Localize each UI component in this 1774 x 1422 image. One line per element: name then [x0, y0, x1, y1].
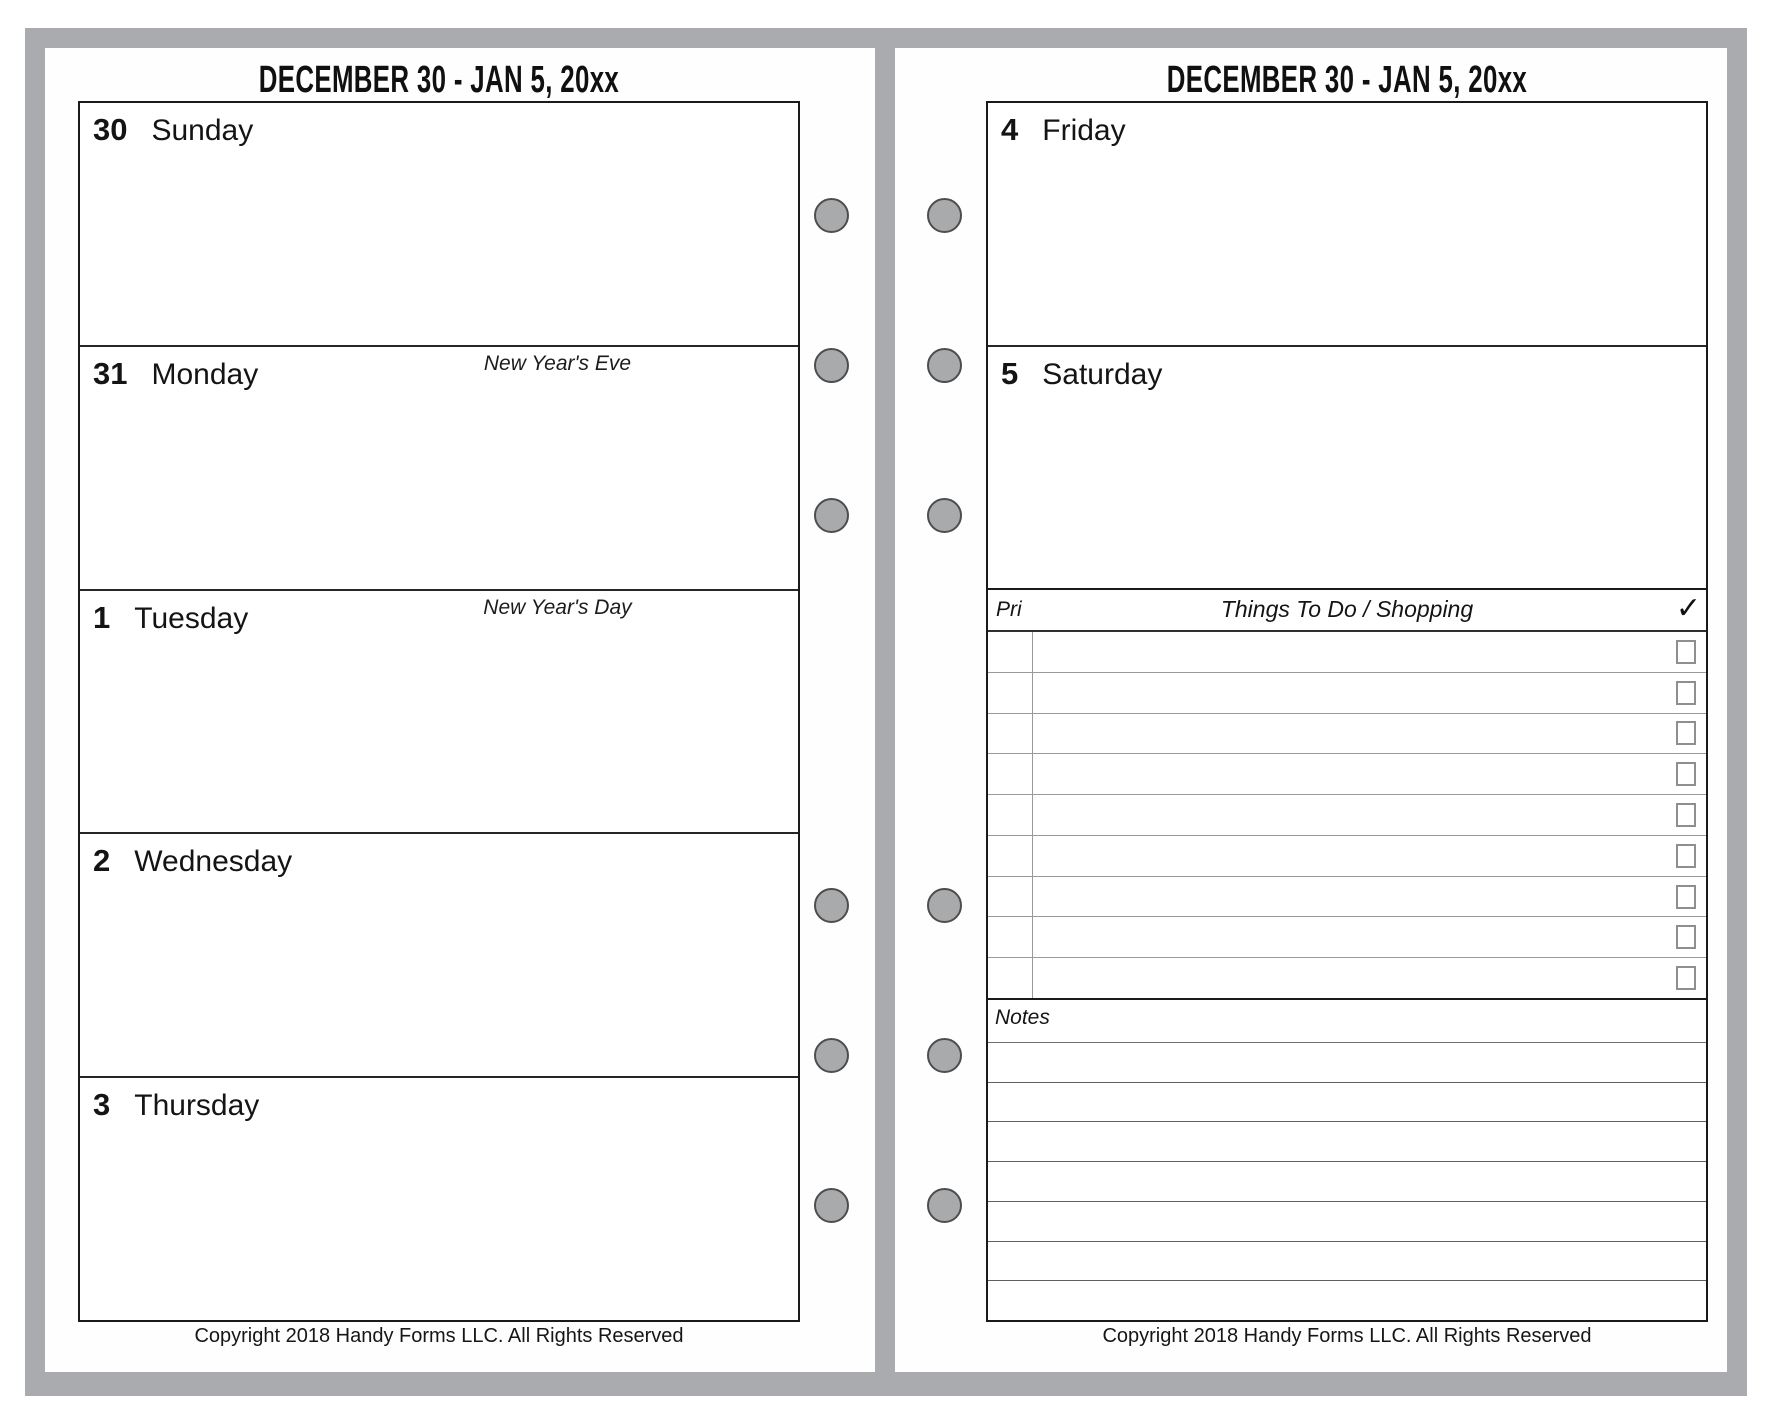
binder-hole: [814, 888, 849, 923]
notes-line: [988, 1202, 1706, 1242]
notes-label: Notes: [988, 1000, 1706, 1043]
todo-priority-cell: [988, 754, 1033, 794]
todo-row: [988, 917, 1706, 958]
day-label: [93, 1087, 259, 1123]
todo-checkbox: [1676, 925, 1696, 949]
binder-hole: [927, 888, 962, 923]
todo-checkbox: [1676, 966, 1696, 990]
todo-priority-cell: [988, 632, 1033, 672]
day-row-wednesday: [80, 832, 798, 1076]
notes-section: [988, 998, 1706, 1320]
holiday-label: New Year's Eve: [483, 351, 632, 375]
day-label: [93, 356, 258, 392]
binder-hole: [814, 198, 849, 233]
todo-priority-cell: [988, 714, 1033, 754]
left-page: [45, 48, 875, 1372]
day-row-tuesday: [80, 589, 798, 833]
todo-priority-cell: [988, 958, 1033, 998]
day-row-saturday: [988, 345, 1706, 588]
day-label: [93, 112, 253, 148]
todo-row: [988, 836, 1706, 877]
day-name: Saturday: [1042, 358, 1163, 391]
binder-hole: [814, 1038, 849, 1073]
todo-row: [988, 632, 1706, 673]
week-range-text: DECEMBER 30 - JAN 5, 20xx: [258, 59, 620, 101]
day-number: 5: [1001, 356, 1019, 391]
checkmark-icon: ✓: [1675, 592, 1701, 625]
todo-row: [988, 958, 1706, 998]
left-week-table: [78, 101, 800, 1322]
todo-checkbox: [1676, 681, 1696, 705]
right-page-title: [986, 59, 1708, 102]
todo-checkbox: [1676, 762, 1696, 786]
notes-line: [988, 1083, 1706, 1123]
binder-hole: [814, 498, 849, 533]
binder-hole: [927, 498, 962, 533]
day-number: 1: [93, 599, 111, 635]
todo-title: Things To Do / Shopping: [1220, 596, 1474, 622]
day-name: Friday: [1042, 114, 1126, 147]
day-number: 3: [93, 1087, 111, 1123]
todo-row: [988, 673, 1706, 714]
binder-hole: [814, 348, 849, 383]
notes-rows: [988, 1043, 1706, 1320]
notes-line: [988, 1162, 1706, 1202]
todo-checkbox: [1676, 721, 1696, 745]
day-name: Sunday: [151, 114, 254, 147]
todo-checkbox: [1676, 844, 1696, 868]
todo-priority-cell: [988, 877, 1033, 917]
day-number: 4: [1001, 112, 1019, 147]
todo-row: [988, 754, 1706, 795]
notes-line: [988, 1281, 1706, 1320]
day-number: 30: [93, 112, 128, 147]
todo-priority-column-label: Pri: [996, 598, 1022, 621]
binder-hole: [927, 198, 962, 233]
todo-checkbox: [1676, 803, 1696, 827]
right-day-rows: [988, 103, 1706, 588]
right-page: [895, 48, 1727, 1372]
day-name: Tuesday: [134, 601, 249, 635]
day-name: Monday: [151, 357, 259, 391]
left-copyright: Copyright 2018 Handy Forms LLC. All Rights Reserved: [194, 1325, 684, 1347]
left-day-rows: [80, 103, 798, 1320]
day-label: [1001, 112, 1126, 148]
day-number: 2: [93, 843, 111, 879]
notes-line: [988, 1043, 1706, 1083]
day-label: [1001, 356, 1162, 392]
notes-line: [988, 1242, 1706, 1282]
todo-row: [988, 714, 1706, 755]
holiday-label: New Year's Day: [483, 595, 632, 619]
todo-priority-cell: [988, 673, 1033, 713]
todo-rows: [988, 632, 1706, 998]
binder-hole: [927, 1038, 962, 1073]
day-row-monday: [80, 345, 798, 589]
notes-line: [988, 1122, 1706, 1162]
binder-hole: [814, 1188, 849, 1223]
todo-priority-cell: [988, 795, 1033, 835]
right-copyright: Copyright 2018 Handy Forms LLC. All Rights Reserved: [1102, 1325, 1592, 1347]
binder-hole: [927, 348, 962, 383]
todo-section: [988, 588, 1706, 998]
day-number: 31: [93, 355, 128, 391]
right-week-table: [986, 101, 1708, 1322]
todo-row: [988, 795, 1706, 836]
day-label: [93, 600, 248, 636]
day-row-friday: [988, 103, 1706, 345]
todo-priority-cell: [988, 917, 1033, 957]
day-row-sunday: [80, 103, 798, 345]
day-label: [93, 843, 292, 879]
todo-row: [988, 877, 1706, 918]
left-page-title: [78, 59, 800, 102]
todo-header: [988, 590, 1706, 632]
todo-checkbox: [1676, 640, 1696, 664]
week-range-text: DECEMBER 30 - JAN 5, 20xx: [1166, 59, 1528, 101]
day-row-thursday: [80, 1076, 798, 1320]
day-name: Wednesday: [134, 845, 293, 879]
day-name: Thursday: [134, 1089, 260, 1123]
todo-checkbox: [1676, 885, 1696, 909]
todo-priority-cell: [988, 836, 1033, 876]
binder-hole: [927, 1188, 962, 1223]
